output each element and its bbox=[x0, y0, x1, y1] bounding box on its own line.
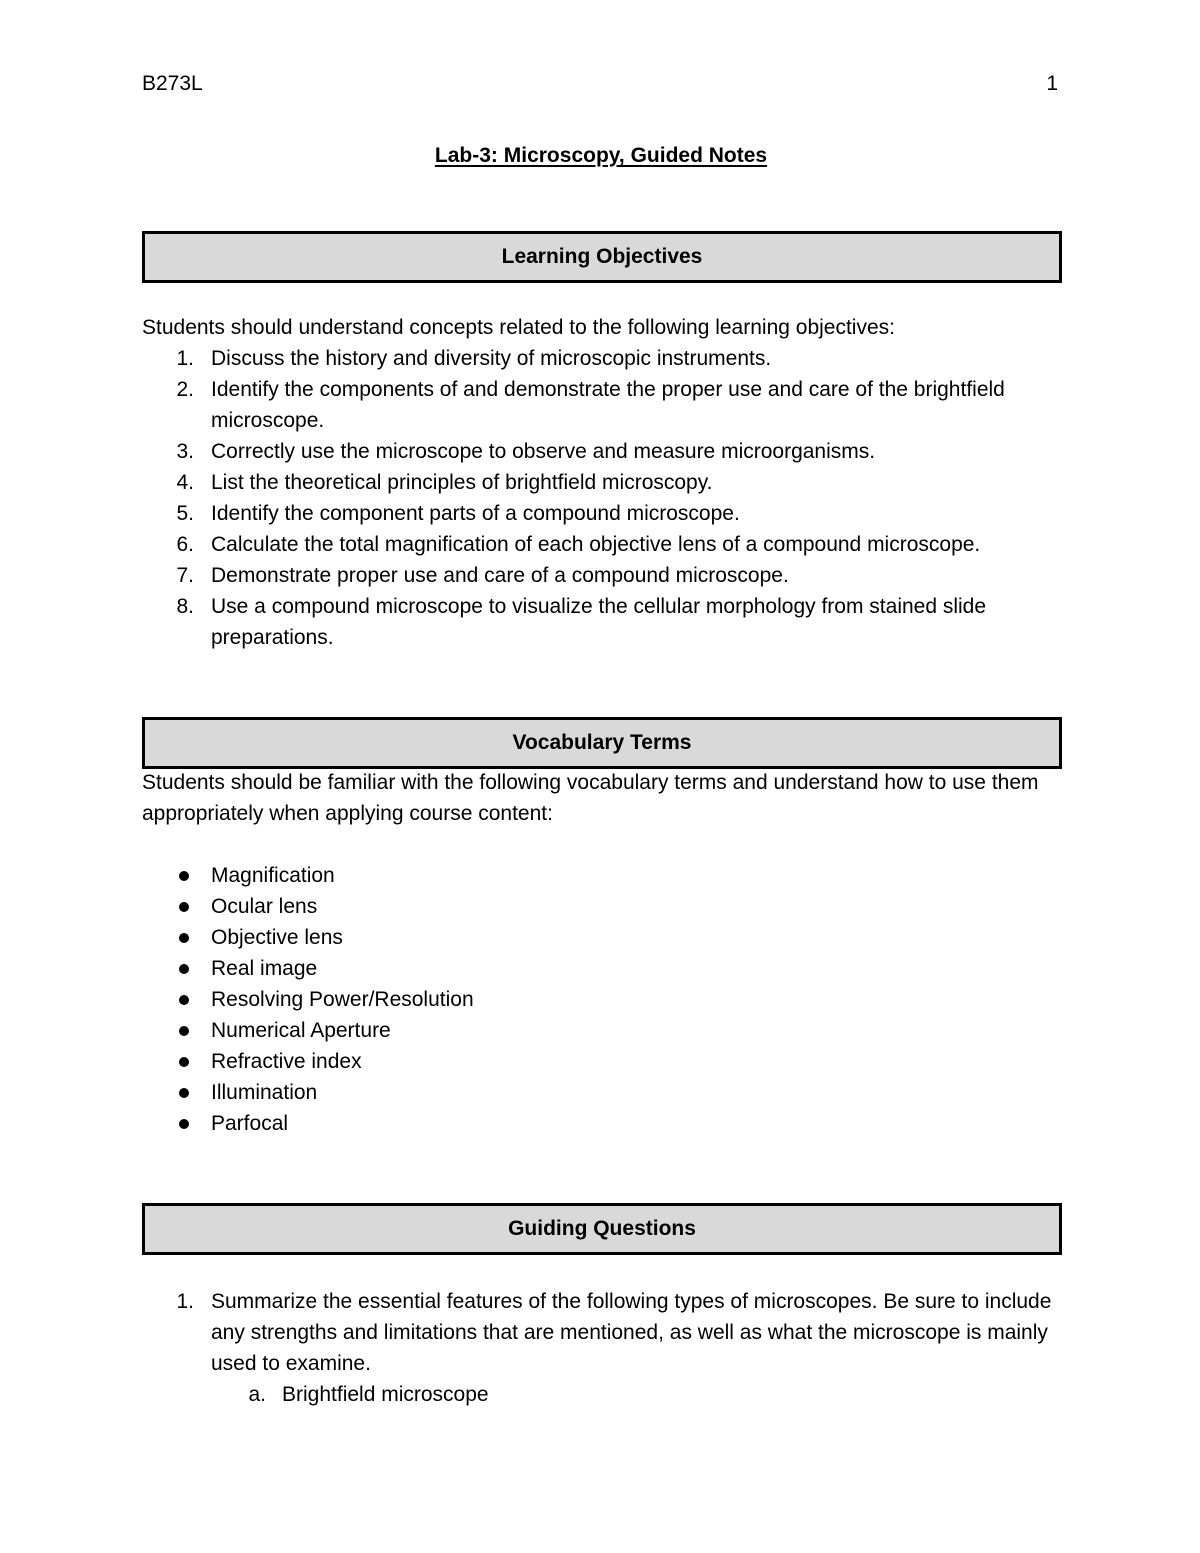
list-marker: 1. bbox=[176, 347, 194, 370]
list-marker: a. bbox=[248, 1383, 266, 1406]
vocabulary-terms-heading bbox=[142, 717, 1062, 769]
list-item bbox=[142, 498, 1062, 529]
list-item-text: Correctly use the microscope to observe and measure microorganisms. bbox=[211, 440, 876, 463]
list-item bbox=[142, 1046, 1062, 1077]
list-item-text: Discuss the history and diversity of microscopic instruments. bbox=[211, 347, 772, 370]
list-item-text: Summarize the essential features of the following types of microscopes. Be sure to include any strengths and limitations that are mentioned, as well as what the microscope is mainly used to examine. bbox=[211, 1290, 1052, 1375]
learning-objectives-heading bbox=[142, 231, 1062, 283]
list-item bbox=[142, 374, 1062, 436]
vocabulary-term: Ocular lens bbox=[211, 895, 318, 918]
vocabulary-term: Magnification bbox=[211, 864, 335, 887]
list-item bbox=[142, 436, 1062, 467]
list-item-text: Demonstrate proper use and care of a compound microscope. bbox=[211, 564, 789, 587]
list-item-text: List the theoretical principles of brightfield microscopy. bbox=[211, 471, 713, 494]
list-marker: 3. bbox=[176, 440, 194, 463]
list-item bbox=[142, 891, 1062, 922]
vocabulary-term: Resolving Power/Resolution bbox=[211, 988, 474, 1011]
list-marker: 7. bbox=[176, 564, 194, 587]
list-item-text: Brightfield microscope bbox=[282, 1383, 489, 1406]
list-marker: 4. bbox=[176, 471, 194, 494]
list-item bbox=[142, 467, 1062, 498]
list-item bbox=[142, 1015, 1062, 1046]
list-item bbox=[142, 560, 1062, 591]
document-title: Lab-3: Microscopy, Guided Notes bbox=[434, 144, 768, 167]
vocabulary-term: Objective lens bbox=[211, 926, 343, 949]
vocabulary-term: Illumination bbox=[211, 1081, 318, 1104]
list-item bbox=[142, 984, 1062, 1015]
list-marker: 8. bbox=[176, 595, 194, 618]
list-item bbox=[142, 1286, 1062, 1379]
guiding-questions-sub-list bbox=[142, 1379, 1062, 1410]
bullet-icon bbox=[179, 1026, 189, 1036]
vocabulary-list bbox=[142, 860, 1062, 1139]
bullet-icon bbox=[179, 964, 189, 974]
list-item bbox=[142, 529, 1062, 560]
vocabulary-term: Parfocal bbox=[211, 1112, 289, 1135]
bullet-icon bbox=[179, 1088, 189, 1098]
vocabulary-term: Numerical Aperture bbox=[211, 1019, 391, 1042]
bullet-icon bbox=[179, 871, 189, 881]
list-item bbox=[142, 953, 1062, 984]
list-item bbox=[142, 922, 1062, 953]
list-item bbox=[142, 1379, 1062, 1410]
list-item bbox=[142, 860, 1062, 891]
list-item bbox=[142, 1108, 1062, 1139]
bullet-icon bbox=[179, 1119, 189, 1129]
bullet-icon bbox=[179, 933, 189, 943]
vocabulary-terms-heading-text: Vocabulary Terms bbox=[512, 731, 692, 754]
list-item-text: Identify the component parts of a compound microscope. bbox=[211, 502, 740, 525]
course-code: B273L bbox=[142, 72, 203, 95]
list-item bbox=[142, 343, 1062, 374]
list-marker: 6. bbox=[176, 533, 194, 556]
learning-objectives-intro: Students should understand concepts related to the following learning objectives: bbox=[142, 316, 895, 339]
guiding-questions-heading-text: Guiding Questions bbox=[508, 1217, 696, 1240]
bullet-icon bbox=[179, 902, 189, 912]
guiding-questions-heading bbox=[142, 1203, 1062, 1255]
list-marker: 5. bbox=[176, 502, 194, 525]
guiding-questions-list bbox=[142, 1286, 1062, 1379]
list-item bbox=[142, 1077, 1062, 1108]
list-marker: 2. bbox=[176, 378, 194, 401]
page-number: 1 bbox=[1046, 72, 1058, 95]
list-item-text: Use a compound microscope to visualize the cellular morphology from stained slide preparations. bbox=[211, 595, 987, 649]
bullet-icon bbox=[179, 995, 189, 1005]
list-item-text: Calculate the total magnification of each objective lens of a compound microscope. bbox=[211, 533, 981, 556]
vocabulary-term: Real image bbox=[211, 957, 318, 980]
list-item-text: Identify the components of and demonstrate the proper use and care of the brightfield microscope. bbox=[211, 378, 1005, 432]
list-item bbox=[142, 591, 1062, 653]
vocabulary-term: Refractive index bbox=[211, 1050, 362, 1073]
bullet-icon bbox=[179, 1057, 189, 1067]
learning-objectives-list bbox=[142, 343, 1062, 653]
vocabulary-intro: Students should be familiar with the following vocabulary terms and understand how to use them appropriately when applying course content: bbox=[142, 771, 1039, 825]
list-marker: 1. bbox=[176, 1290, 194, 1313]
learning-objectives-heading-text: Learning Objectives bbox=[501, 245, 703, 268]
